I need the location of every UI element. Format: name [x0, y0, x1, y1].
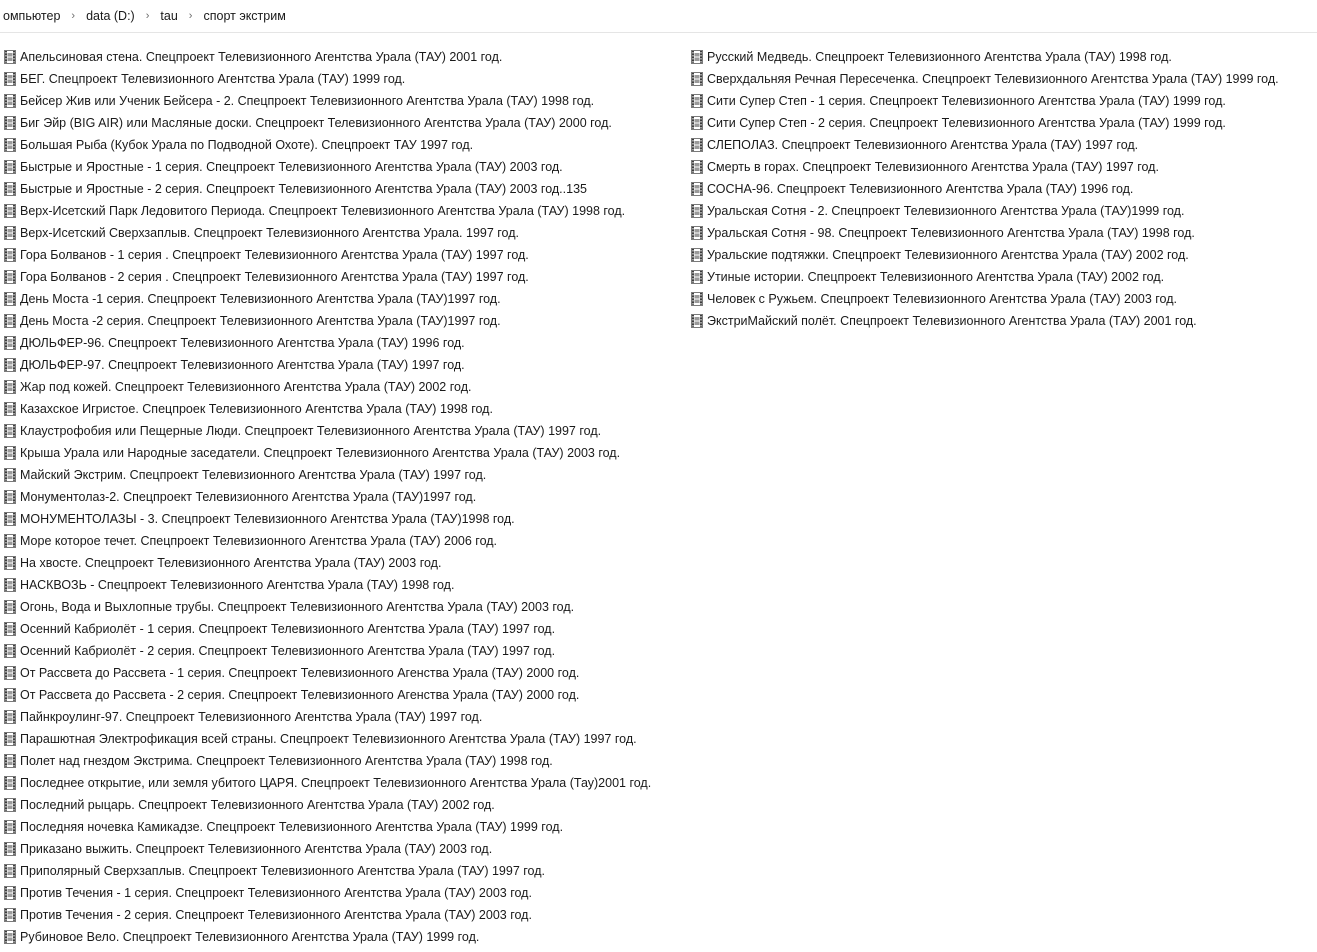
video-file-icon	[2, 137, 18, 153]
file-name: Уральская Сотня - 2. Спецпроект Телевизионного Агентства Урала (ТАУ)1999 год.	[707, 204, 1185, 218]
video-file-icon	[2, 863, 18, 879]
video-file-icon	[2, 313, 18, 329]
file-name: Море которое течет. Спецпроект Телевизионного Агентства Урала (ТАУ) 2006 год.	[20, 534, 498, 548]
file-name: Уральская Сотня - 98. Спецпроект Телевизионного Агентства Урала (ТАУ) 1998 год.	[707, 226, 1195, 240]
file-name: Против Течения - 1 серия. Спецпроект Телевизионного Агентства Урала (ТАУ) 2003 год.	[20, 886, 532, 900]
file-item[interactable]	[2, 178, 651, 200]
file-item[interactable]	[2, 156, 651, 178]
file-name: Парашютная Электрофикация всей страны. Спецпроект Телевизионного Агентства Урала (ТАУ) 1997 год.	[20, 732, 637, 746]
breadcrumb-item-current-folder[interactable]: спорт экстрим	[203, 9, 286, 23]
file-name: На хвосте. Спецпроект Телевизионного Агентства Урала (ТАУ) 2003 год.	[20, 556, 442, 570]
file-name: Пайнкроулинг-97. Спецпроект Телевизионного Агентства Урала (ТАУ) 1997 год.	[20, 710, 483, 724]
file-item[interactable]	[689, 90, 1279, 112]
chevron-right-icon[interactable]: ›	[188, 10, 193, 22]
file-name: От Рассвета до Рассвета - 1 серия. Спецпроект Телевизионного Агенства Урала (ТАУ) 2000 год.	[20, 666, 580, 680]
file-item[interactable]	[2, 420, 651, 442]
file-item[interactable]	[689, 288, 1279, 310]
breadcrumb-item-data-drive[interactable]: data (D:)	[86, 9, 135, 23]
video-file-icon	[2, 115, 18, 131]
video-file-icon	[2, 929, 18, 945]
video-file-icon	[2, 819, 18, 835]
file-name: Уральские подтяжки. Спецпроект Телевизионного Агентства Урала (ТАУ) 2002 год.	[707, 248, 1189, 262]
chevron-right-icon[interactable]: ›	[145, 10, 150, 22]
file-name: Гора Болванов - 2 серия . Спецпроект Телевизионного Агентства Урала (ТАУ) 1997 год.	[20, 270, 529, 284]
breadcrumb	[0, 0, 1317, 33]
file-item[interactable]	[689, 46, 1279, 68]
file-item[interactable]	[2, 398, 651, 420]
file-item[interactable]	[2, 640, 651, 662]
video-file-icon	[689, 93, 705, 109]
file-item[interactable]	[2, 354, 651, 376]
file-item[interactable]	[2, 904, 651, 926]
video-file-icon	[2, 555, 18, 571]
file-name: СОСНА-96. Спецпроект Телевизионного Агентства Урала (ТАУ) 1996 год.	[707, 182, 1134, 196]
file-item[interactable]	[689, 112, 1279, 134]
file-name: ЭкстриМайский полёт. Спецпроект Телевизионного Агентства Урала (ТАУ) 2001 год.	[707, 314, 1197, 328]
file-name: Крыша Урала или Народные заседатели. Спецпроект Телевизионного Агентства Урала (ТАУ) 2003 год.	[20, 446, 621, 460]
video-file-icon	[2, 159, 18, 175]
file-name: Гора Болванов - 1 серия . Спецпроект Телевизионного Агентства Урала (ТАУ) 1997 год.	[20, 248, 529, 262]
file-item[interactable]	[689, 178, 1279, 200]
file-item[interactable]	[2, 662, 651, 684]
video-file-icon	[2, 775, 18, 791]
file-name: Последнее открытие, или земля убитого ЦАРЯ. Спецпроект Телевизионного Агентства Урала (Тау)2001 год.	[20, 776, 652, 790]
file-name: Быстрые и Яростные - 2 серия. Спецпроект Телевизионного Агентства Урала (ТАУ) 2003 год..135	[20, 182, 587, 196]
file-name: Верх-Исетский Парк Ледовитого Периода. Спецпроект Телевизионного Агентства Урала (ТАУ) 1998 год.	[20, 204, 626, 218]
file-item[interactable]	[2, 794, 651, 816]
file-column-2	[689, 46, 1279, 332]
file-item[interactable]	[2, 288, 651, 310]
video-file-icon	[689, 49, 705, 65]
file-item[interactable]	[689, 68, 1279, 90]
video-file-icon	[2, 445, 18, 461]
video-file-icon	[2, 709, 18, 725]
file-name: БЕГ. Спецпроект Телевизионного Агентства Урала (ТАУ) 1999 год.	[20, 72, 406, 86]
file-item[interactable]	[2, 310, 651, 332]
video-file-icon	[689, 291, 705, 307]
file-item[interactable]	[2, 552, 651, 574]
video-file-icon	[2, 841, 18, 857]
video-file-icon	[2, 269, 18, 285]
file-name: Монументолаз-2. Спецпроект Телевизионного Агентства Урала (ТАУ)1997 год.	[20, 490, 477, 504]
video-file-icon	[2, 643, 18, 659]
video-file-icon	[2, 731, 18, 747]
video-file-icon	[2, 291, 18, 307]
video-file-icon	[2, 687, 18, 703]
file-item[interactable]	[689, 244, 1279, 266]
file-item[interactable]	[2, 926, 651, 948]
chevron-right-icon[interactable]: ›	[71, 10, 76, 22]
video-file-icon	[2, 203, 18, 219]
file-name: Смерть в горах. Спецпроект Телевизионного Агентства Урала (ТАУ) 1997 год.	[707, 160, 1159, 174]
file-name: Жар под кожей. Спецпроект Телевизионного Агентства Урала (ТАУ) 2002 год.	[20, 380, 472, 394]
video-file-icon	[2, 621, 18, 637]
file-item[interactable]	[689, 310, 1279, 332]
file-item[interactable]	[2, 222, 651, 244]
file-name: Против Течения - 2 серия. Спецпроект Телевизионного Агентства Урала (ТАУ) 2003 год.	[20, 908, 532, 922]
file-name: Быстрые и Яростные - 1 серия. Спецпроект Телевизионного Агентства Урала (ТАУ) 2003 год.	[20, 160, 563, 174]
file-item[interactable]	[2, 772, 651, 794]
video-file-icon	[2, 225, 18, 241]
file-name: ДЮЛЬФЕР-97. Спецпроект Телевизионного Агентства Урала (ТАУ) 1997 год.	[20, 358, 465, 372]
video-file-icon	[689, 181, 705, 197]
file-name: Рубиновое Вело. Спецпроект Телевизионного Агентства Урала (ТАУ) 1999 год.	[20, 930, 480, 944]
file-name: Сити Супер Степ - 2 серия. Спецпроект Телевизионного Агентства Урала (ТАУ) 1999 год.	[707, 116, 1226, 130]
video-file-icon	[2, 423, 18, 439]
file-name: Клаустрофобия или Пещерные Люди. Спецпроект Телевизионного Агентства Урала (ТАУ) 1997 год.	[20, 424, 602, 438]
file-name: Большая Рыба (Кубок Урала по Подводной Охоте). Спецпроект ТАУ 1997 год.	[20, 138, 474, 152]
video-file-icon	[2, 907, 18, 923]
file-name: Бейсер Жив или Ученик Бейсера - 2. Спецпроект Телевизионного Агентства Урала (ТАУ) 1998 год.	[20, 94, 595, 108]
file-item[interactable]	[2, 200, 651, 222]
video-file-icon	[2, 753, 18, 769]
file-name: Апельсиновая стена. Спецпроект Телевизионного Агентства Урала (ТАУ) 2001 год.	[20, 50, 503, 64]
file-item[interactable]	[689, 134, 1279, 156]
file-name: ДЮЛЬФЕР-96. Спецпроект Телевизионного Агентства Урала (ТАУ) 1996 год.	[20, 336, 465, 350]
file-item[interactable]	[2, 618, 651, 640]
file-name: Последняя ночевка Камикадзе. Спецпроект Телевизионного Агентства Урала (ТАУ) 1999 год.	[20, 820, 564, 834]
video-file-icon	[2, 885, 18, 901]
file-item[interactable]	[2, 750, 651, 772]
video-file-icon	[689, 203, 705, 219]
file-name: День Моста -1 серия. Спецпроект Телевизионного Агентства Урала (ТАУ)1997 год.	[20, 292, 501, 306]
video-file-icon	[689, 269, 705, 285]
file-name: Приказано выжить. Спецпроект Телевизионного Агентства Урала (ТАУ) 2003 год.	[20, 842, 493, 856]
file-item[interactable]	[2, 860, 651, 882]
file-item[interactable]	[2, 134, 651, 156]
video-file-icon	[2, 335, 18, 351]
video-file-icon	[689, 115, 705, 131]
file-item[interactable]	[2, 68, 651, 90]
video-file-icon	[2, 71, 18, 87]
file-name: От Рассвета до Рассвета - 2 серия. Спецпроект Телевизионного Агенства Урала (ТАУ) 2000 год.	[20, 688, 580, 702]
video-file-icon	[689, 225, 705, 241]
video-file-icon	[2, 533, 18, 549]
breadcrumb-item-tau[interactable]: tau	[160, 9, 178, 23]
video-file-icon	[2, 797, 18, 813]
file-item[interactable]	[2, 46, 651, 68]
file-name: Сити Супер Степ - 1 серия. Спецпроект Телевизионного Агентства Урала (ТАУ) 1999 год.	[707, 94, 1226, 108]
file-name: Приполярный Сверхзаплыв. Спецпроект Телевизионного Агентства Урала (ТАУ) 1997 год.	[20, 864, 545, 878]
breadcrumb-item-computer[interactable]: омпьютер	[3, 9, 61, 23]
file-item[interactable]	[2, 376, 651, 398]
file-list	[0, 46, 1317, 952]
file-name: СЛЕПОЛАЗ. Спецпроект Телевизионного Агентства Урала (ТАУ) 1997 год.	[707, 138, 1139, 152]
video-file-icon	[2, 181, 18, 197]
file-item[interactable]	[2, 816, 651, 838]
file-item[interactable]	[689, 200, 1279, 222]
file-name: Человек с Ружьем. Спецпроект Телевизионного Агентства Урала (ТАУ) 2003 год.	[707, 292, 1177, 306]
file-item[interactable]	[2, 486, 651, 508]
file-name: Верх-Исетский Сверхзаплыв. Спецпроект Телевизионного Агентства Урала. 1997 год.	[20, 226, 519, 240]
file-item[interactable]	[2, 728, 651, 750]
file-name: Осенний Кабриолёт - 2 серия. Спецпроект Телевизионного Агентства Урала (ТАУ) 1997 год.	[20, 644, 556, 658]
file-item[interactable]	[2, 684, 651, 706]
file-item[interactable]	[2, 706, 651, 728]
video-file-icon	[2, 357, 18, 373]
file-name: Огонь, Вода и Выхлопные трубы. Спецпроект Телевизионного Агентства Урала (ТАУ) 2003 год.	[20, 600, 575, 614]
video-file-icon	[2, 49, 18, 65]
file-name: День Моста -2 серия. Спецпроект Телевизионного Агентства Урала (ТАУ)1997 год.	[20, 314, 501, 328]
video-file-icon	[2, 511, 18, 527]
file-name: НАСКВОЗЬ - Спецпроект Телевизионного Агентства Урала (ТАУ) 1998 год.	[20, 578, 455, 592]
video-file-icon	[689, 71, 705, 87]
video-file-icon	[2, 247, 18, 263]
file-item[interactable]	[2, 244, 651, 266]
video-file-icon	[689, 247, 705, 263]
file-item[interactable]	[2, 266, 651, 288]
video-file-icon	[689, 313, 705, 329]
file-item[interactable]	[2, 508, 651, 530]
file-column-1	[2, 46, 651, 948]
file-item[interactable]	[2, 838, 651, 860]
file-name: Биг Эйр (BIG AIR) или Масляные доски. Спецпроект Телевизионного Агентства Урала (ТАУ) 2000 год.	[20, 116, 612, 130]
file-item[interactable]	[2, 882, 651, 904]
video-file-icon	[2, 599, 18, 615]
file-name: Сверхдальняя Речная Пересеченка. Спецпроект Телевизионного Агентства Урала (ТАУ) 1999 год.	[707, 72, 1279, 86]
file-name: Майский Экстрим. Спецпроект Телевизионного Агентства Урала (ТАУ) 1997 год.	[20, 468, 487, 482]
video-file-icon	[2, 93, 18, 109]
video-file-icon	[2, 379, 18, 395]
file-item[interactable]	[2, 442, 651, 464]
file-name: Полет над гнездом Экстрима. Спецпроект Телевизионного Агентства Урала (ТАУ) 1998 год.	[20, 754, 553, 768]
file-item[interactable]	[2, 112, 651, 134]
video-file-icon	[2, 467, 18, 483]
file-item[interactable]	[2, 332, 651, 354]
file-item[interactable]	[689, 156, 1279, 178]
file-item[interactable]	[2, 464, 651, 486]
file-name: Русский Медведь. Спецпроект Телевизионного Агентства Урала (ТАУ) 1998 год.	[707, 50, 1172, 64]
file-name: Осенний Кабриолёт - 1 серия. Спецпроект Телевизионного Агентства Урала (ТАУ) 1997 год.	[20, 622, 556, 636]
video-file-icon	[2, 577, 18, 593]
video-file-icon	[2, 401, 18, 417]
video-file-icon	[2, 489, 18, 505]
file-item[interactable]	[2, 596, 651, 618]
file-name: Казахское Игристое. Спецпроек Телевизионного Агентства Урала (ТАУ) 1998 год.	[20, 402, 493, 416]
video-file-icon	[2, 665, 18, 681]
file-item[interactable]	[2, 90, 651, 112]
file-item[interactable]	[2, 574, 651, 596]
file-name: Утиные истории. Спецпроект Телевизионного Агентства Урала (ТАУ) 2002 год.	[707, 270, 1165, 284]
file-item[interactable]	[2, 530, 651, 552]
file-item[interactable]	[689, 266, 1279, 288]
file-item[interactable]	[689, 222, 1279, 244]
file-name: МОНУМЕНТОЛАЗЫ - 3. Спецпроект Телевизионного Агентства Урала (ТАУ)1998 год.	[20, 512, 515, 526]
video-file-icon	[689, 137, 705, 153]
file-name: Последний рыцарь. Спецпроект Телевизионного Агентства Урала (ТАУ) 2002 год.	[20, 798, 495, 812]
video-file-icon	[689, 159, 705, 175]
